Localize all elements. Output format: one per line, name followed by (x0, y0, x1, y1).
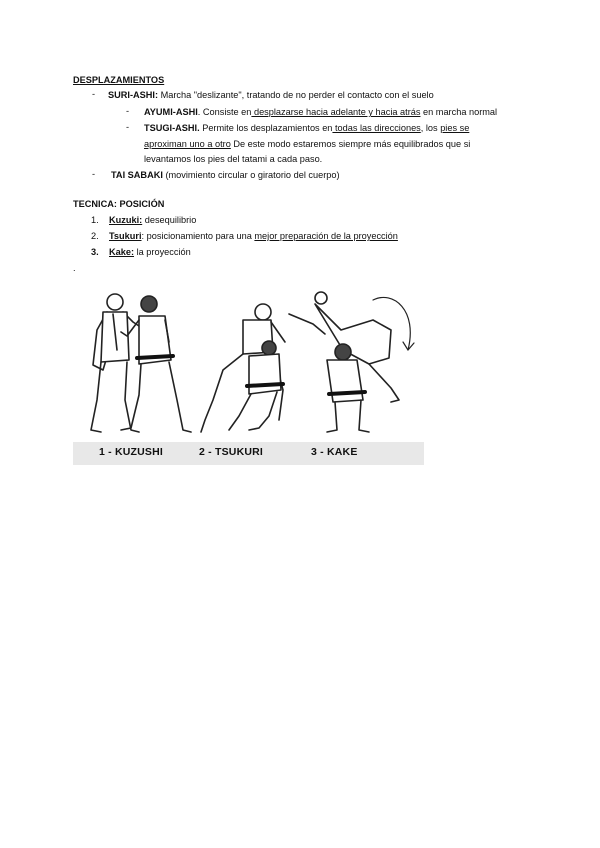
underlined-phrase: aproximan uno a otro (144, 139, 231, 149)
list-item-tsugi-ashi-line3: levantamos los pies del tatami a cada paso. (144, 154, 323, 164)
term-suri-ashi: SURI-ASHI: (108, 90, 159, 100)
list-item-tsugi-ashi (144, 122, 469, 134)
tsukuri-figures (201, 304, 285, 432)
caption-kake: 3 - KAKE (311, 446, 358, 458)
bullet: - (92, 89, 96, 99)
list-item-ayumi-ashi (144, 106, 497, 118)
item-text: (movimiento circular o giratorio del cuerpo) (162, 170, 340, 180)
list-number: 1. (91, 215, 99, 225)
caption-tsukuri: 2 - TSUKURI (199, 446, 264, 458)
section-title-tecnica (73, 198, 164, 210)
list-number: 3. (91, 247, 99, 257)
list-item-tsugi-ashi-line2 (144, 138, 470, 150)
list-item-kake (109, 246, 191, 258)
kake-figures (289, 292, 414, 432)
caption-kuzushi: 1 - KUZUSHI (99, 446, 164, 458)
item-text: Permite los desplazamientos en (199, 123, 333, 133)
term-kake: Kake: (109, 247, 135, 257)
underlined-phrase: mejor preparación de la proyección (254, 231, 398, 241)
term-tai-sabaki: TAI SABAKI (111, 170, 163, 180)
list-number: 2. (91, 231, 99, 241)
list-item-kuzuki (109, 214, 196, 226)
list-item-tsukuri (109, 230, 398, 242)
underlined-phrase: pies se (440, 123, 470, 133)
list-item-tai-sabaki (111, 169, 340, 181)
item-text: , los (420, 123, 441, 133)
term-tsugi-ashi: TSUGI-ASHI. (144, 123, 200, 133)
term-kuzuki: Kuzuki: (109, 215, 143, 225)
item-text: : posicionamiento para una (141, 231, 255, 241)
item-text: desequilibrio (142, 215, 197, 225)
stray-dot: . (73, 263, 76, 273)
list-item-suri-ashi (108, 89, 434, 101)
section-title-desplazamientos: DESPLAZAMIENTOS (73, 75, 165, 85)
item-text: . Consiste en (197, 107, 252, 117)
section-title-text: TECNICA: POSICIÓN (73, 199, 165, 209)
underlined-phrase: todas las direcciones (332, 123, 421, 133)
term-ayumi-ashi: AYUMI-ASHI (144, 107, 198, 117)
item-text: en marcha normal (420, 107, 498, 117)
underlined-phrase: desplazarse hacia adelante y hacia atrás (251, 107, 421, 117)
kuzushi-figures (91, 294, 191, 432)
term-tsukuri: Tsukuri (109, 231, 142, 241)
judo-illustration (73, 290, 424, 465)
bullet: - (126, 106, 130, 116)
item-text: la proyección (134, 247, 191, 257)
judo-figures-drawing (73, 290, 424, 442)
item-text: De este modo estaremos siempre más equilibrados que si (230, 139, 471, 149)
bullet: - (92, 169, 96, 179)
item-text: Marcha "deslizante", tratando de no perder el contacto con el suelo (158, 90, 434, 100)
bullet: - (126, 122, 130, 132)
